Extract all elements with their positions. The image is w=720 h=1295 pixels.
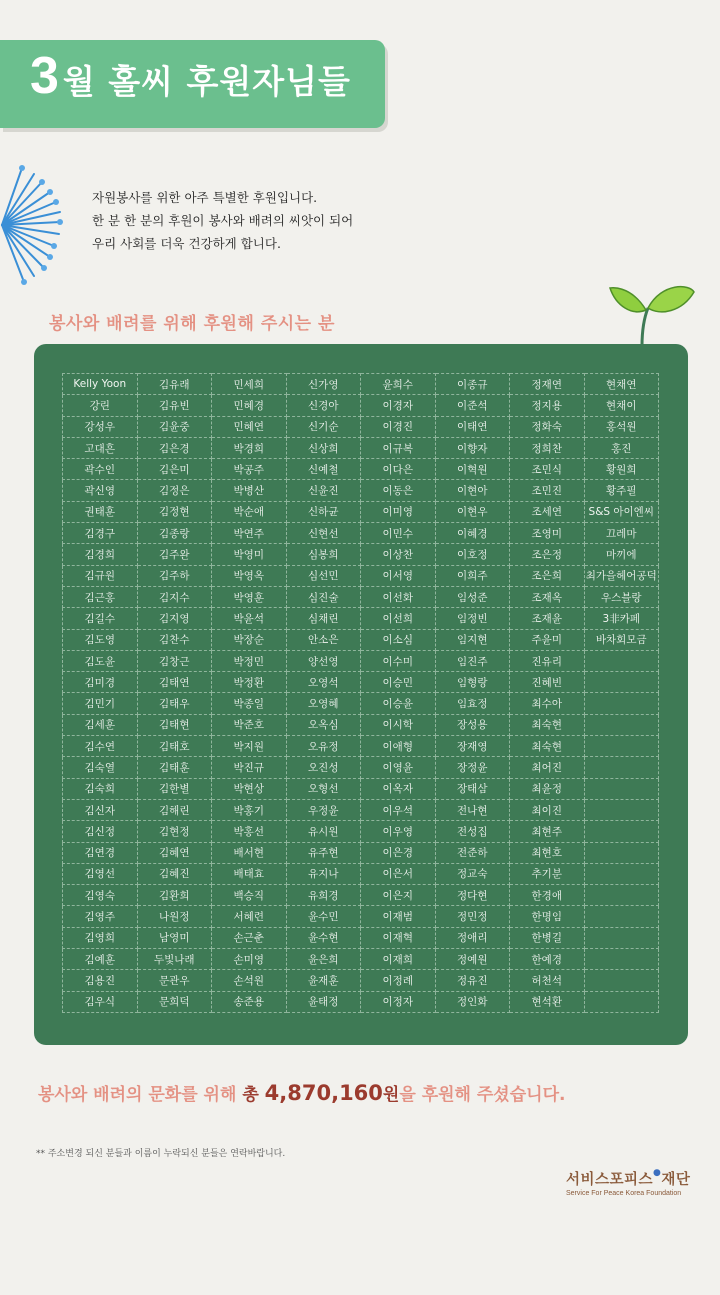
- donor-name-cell: 김혜연: [137, 842, 212, 863]
- donor-name-cell: 윤희수: [361, 374, 436, 395]
- donor-name-cell: [584, 906, 659, 927]
- donor-name-cell: 이은서: [361, 863, 436, 884]
- donor-name-cell: 조은정: [510, 544, 585, 565]
- donor-name-cell: 임진주: [435, 650, 510, 671]
- donor-name-cell: [584, 991, 659, 1012]
- donor-name-cell: 강성우: [63, 416, 138, 437]
- donor-name-cell: 남영미: [137, 927, 212, 948]
- donor-name-cell: 최어진: [510, 757, 585, 778]
- donor-name-cell: 김윤중: [137, 416, 212, 437]
- donor-name-cell: 이우영: [361, 821, 436, 842]
- donor-name-cell: 박연주: [212, 523, 287, 544]
- donor-name-cell: 최숙현: [510, 714, 585, 735]
- donor-name-cell: 김영숙: [63, 885, 138, 906]
- donor-name-cell: 박지원: [212, 736, 287, 757]
- donor-name-cell: 현채이: [584, 395, 659, 416]
- donor-name-cell: 이준석: [435, 395, 510, 416]
- table-row: [63, 672, 659, 693]
- donor-name-cell: 문관우: [137, 970, 212, 991]
- donor-name-cell: 이상찬: [361, 544, 436, 565]
- donor-name-cell: 이재혁: [361, 927, 436, 948]
- footnote: ** 주소변경 되신 분들과 이름이 누락되신 분들은 연락바랍니다.: [36, 1149, 286, 1159]
- donor-name-cell: 배서현: [212, 842, 287, 863]
- donor-name-cell: 김근홍: [63, 586, 138, 607]
- donor-name-cell: 조세연: [510, 501, 585, 522]
- table-row: [63, 799, 659, 820]
- donor-name-cell: 최현호: [510, 842, 585, 863]
- donor-name-cell: 김유빈: [137, 395, 212, 416]
- donor-name-cell: 장태삼: [435, 778, 510, 799]
- total-word: 총: [242, 1085, 265, 1105]
- donor-name-cell: 이정례: [361, 970, 436, 991]
- donor-name-cell: 김태연: [137, 672, 212, 693]
- section-title: 봉사와 배려를 위해 후원해 주시는 분: [49, 314, 335, 334]
- table-row: [63, 565, 659, 586]
- donor-name-cell: 정애리: [435, 927, 510, 948]
- logo-ko-tail: 재단: [661, 1172, 691, 1188]
- table-row: [63, 480, 659, 501]
- intro-text: [92, 186, 353, 255]
- donor-name-cell: 최현주: [510, 821, 585, 842]
- donor-name-cell: 허천석: [510, 970, 585, 991]
- donor-name-cell: 손미영: [212, 949, 287, 970]
- donor-name-cell: 김정은: [137, 480, 212, 501]
- donor-name-cell: 김영선: [63, 863, 138, 884]
- donor-name-cell: 신현선: [286, 523, 361, 544]
- sprout-icon: [608, 278, 698, 348]
- donor-name-cell: 박순애: [212, 501, 287, 522]
- donor-name-cell: 박홍선: [212, 821, 287, 842]
- donor-name-cell: 박장순: [212, 629, 287, 650]
- donor-name-cell: 심채린: [286, 608, 361, 629]
- donor-name-cell: [584, 885, 659, 906]
- donor-name-cell: 홍진: [584, 437, 659, 458]
- intro-line: 자원봉사를 위한 아주 특별한 후원입니다.: [92, 190, 318, 205]
- donor-name-cell: 이애형: [361, 736, 436, 757]
- donor-name-cell: 윤수현: [286, 927, 361, 948]
- donor-name-cell: 이호정: [435, 544, 510, 565]
- donor-name-cell: 한예경: [510, 949, 585, 970]
- donor-name-cell: 한경애: [510, 885, 585, 906]
- donor-name-cell: 백승직: [212, 885, 287, 906]
- table-row: [63, 778, 659, 799]
- donor-name-cell: [584, 949, 659, 970]
- donor-name-cell: 정예원: [435, 949, 510, 970]
- donor-name-cell: 이향자: [435, 437, 510, 458]
- donor-name-cell: 임성준: [435, 586, 510, 607]
- table-row: [63, 416, 659, 437]
- donor-name-cell: 오형선: [286, 778, 361, 799]
- donor-name-cell: 이희주: [435, 565, 510, 586]
- donor-name-cell: 배태효: [212, 863, 287, 884]
- donor-name-cell: 정지용: [510, 395, 585, 416]
- donor-name-cell: 이민수: [361, 523, 436, 544]
- logo-dot-icon: ●: [653, 1168, 662, 1178]
- donor-name-cell: 이동은: [361, 480, 436, 501]
- donor-name-cell: 김주하: [137, 565, 212, 586]
- intro-line: 한 분 한 분의 후원이 봉사와 배려의 씨앗이 되어: [92, 213, 354, 228]
- table-row: [63, 714, 659, 735]
- donor-name-cell: 심진술: [286, 586, 361, 607]
- donor-name-cell: 우정윤: [286, 799, 361, 820]
- table-row: [63, 437, 659, 458]
- donor-name-cell: [584, 757, 659, 778]
- donor-name-cell: 김해린: [137, 799, 212, 820]
- donor-name-cell: [584, 736, 659, 757]
- total-unit: 원: [382, 1085, 400, 1105]
- donor-name-cell: 이혁원: [435, 459, 510, 480]
- donor-name-cell: 이선화: [361, 586, 436, 607]
- donor-name-cell: 조민진: [510, 480, 585, 501]
- donor-name-cell: 오유정: [286, 736, 361, 757]
- table-row: [63, 821, 659, 842]
- table-row: [63, 970, 659, 991]
- total-prefix: 봉사와 배려의 문화를 위해: [38, 1085, 243, 1105]
- donor-name-cell: 신상희: [286, 437, 361, 458]
- donor-name-cell: 김용진: [63, 970, 138, 991]
- donor-name-cell: 김신자: [63, 799, 138, 820]
- donor-name-cell: 민혜경: [212, 395, 287, 416]
- table-row: [63, 608, 659, 629]
- donor-name-cell: 김연경: [63, 842, 138, 863]
- donor-name-cell: 박홍기: [212, 799, 287, 820]
- donor-name-cell: 이승윤: [361, 693, 436, 714]
- total-amount: 4,870,160: [264, 1081, 383, 1105]
- logo-en: Service For Peace Korea Foundation: [566, 1190, 682, 1197]
- donor-name-cell: 김태우: [137, 693, 212, 714]
- donor-name-cell: 신하균: [286, 501, 361, 522]
- dandelion-icon: [0, 160, 64, 290]
- donor-name-cell: 유시원: [286, 821, 361, 842]
- donor-name-cell: 진혜빈: [510, 672, 585, 693]
- donor-name-cell: 정유진: [435, 970, 510, 991]
- donor-name-cell: 박경희: [212, 437, 287, 458]
- donor-name-cell: 김환희: [137, 885, 212, 906]
- donor-name-cell: 윤은희: [286, 949, 361, 970]
- table-row: [63, 927, 659, 948]
- donor-name-cell: 김지수: [137, 586, 212, 607]
- donor-name-cell: 황원희: [584, 459, 659, 480]
- donor-name-cell: 김지영: [137, 608, 212, 629]
- donor-name-cell: 이혜경: [435, 523, 510, 544]
- table-row: [63, 842, 659, 863]
- donor-name-cell: 이다은: [361, 459, 436, 480]
- donor-name-cell: 김경희: [63, 544, 138, 565]
- donor-name-cell: 3非카페: [584, 608, 659, 629]
- donor-name-cell: 김미경: [63, 672, 138, 693]
- donor-name-cell: 김민기: [63, 693, 138, 714]
- logo-ko-main: 서비스포피스: [566, 1172, 654, 1188]
- donor-name-cell: 강린: [63, 395, 138, 416]
- donor-name-cell: [584, 693, 659, 714]
- table-row: [63, 736, 659, 757]
- table-row: [63, 693, 659, 714]
- donor-name-cell: 문희덕: [137, 991, 212, 1012]
- donor-name-cell: 최숙현: [510, 736, 585, 757]
- table-row: [63, 885, 659, 906]
- donor-name-cell: 유희경: [286, 885, 361, 906]
- donor-name-cell: 정교숙: [435, 863, 510, 884]
- donor-name-cell: 정인화: [435, 991, 510, 1012]
- donor-name-cell: 이시학: [361, 714, 436, 735]
- donor-name-cell: 김숙열: [63, 757, 138, 778]
- donor-name-cell: [584, 821, 659, 842]
- donor-name-cell: 이정자: [361, 991, 436, 1012]
- donor-name-cell: 김은경: [137, 437, 212, 458]
- donor-name-cell: [584, 842, 659, 863]
- donor-name-cell: 홍석원: [584, 416, 659, 437]
- donor-name-cell: 신경아: [286, 395, 361, 416]
- table-row: [63, 863, 659, 884]
- donor-name-cell: 김예훈: [63, 949, 138, 970]
- donor-name-cell: 전준하: [435, 842, 510, 863]
- donor-name-cell: 최이진: [510, 799, 585, 820]
- donor-name-cell: 신가영: [286, 374, 361, 395]
- donor-name-cell: 손근춘: [212, 927, 287, 948]
- donor-name-cell: 이은지: [361, 885, 436, 906]
- donor-name-cell: 이선희: [361, 608, 436, 629]
- donor-name-cell: S&S 아이엔씨: [584, 501, 659, 522]
- table-row: [63, 544, 659, 565]
- donor-name-cell: 바차회모금: [584, 629, 659, 650]
- donor-name-cell: 박영옥: [212, 565, 287, 586]
- table-row: [63, 501, 659, 522]
- page-title: 월 홀씨 후원자님들: [62, 62, 351, 101]
- donor-name-cell: 김영주: [63, 906, 138, 927]
- donor-name-cell: 진유리: [510, 650, 585, 671]
- donor-name-cell: 곽수인: [63, 459, 138, 480]
- donor-name-cell: 손석원: [212, 970, 287, 991]
- table-row: [63, 650, 659, 671]
- donor-name-cell: 한명임: [510, 906, 585, 927]
- donor-name-cell: [584, 799, 659, 820]
- donor-name-cell: 유주현: [286, 842, 361, 863]
- table-row: [63, 586, 659, 607]
- donor-name-cell: 조민식: [510, 459, 585, 480]
- donor-name-cell: 전성집: [435, 821, 510, 842]
- donor-name-cell: 박종일: [212, 693, 287, 714]
- donor-name-cell: 김태현: [137, 714, 212, 735]
- donor-name-cell: 두빛나래: [137, 949, 212, 970]
- donor-name-cell: 임지현: [435, 629, 510, 650]
- donor-name-cell: [584, 927, 659, 948]
- donor-name-cell: 조재옥: [510, 586, 585, 607]
- donor-name-cell: 김신정: [63, 821, 138, 842]
- donor-name-cell: 장정윤: [435, 757, 510, 778]
- donor-name-cell: 최가을헤어공덕: [584, 565, 659, 586]
- donor-name-cell: 이태연: [435, 416, 510, 437]
- donor-name-cell: 김현정: [137, 821, 212, 842]
- donor-name-cell: 정민정: [435, 906, 510, 927]
- donor-name-cell: 임효정: [435, 693, 510, 714]
- donor-name-cell: 김주완: [137, 544, 212, 565]
- donor-name-cell: 이경자: [361, 395, 436, 416]
- donor-name-cell: 장재영: [435, 736, 510, 757]
- table-row: [63, 523, 659, 544]
- donor-name-cell: 박공주: [212, 459, 287, 480]
- donor-name-cell: 민세희: [212, 374, 287, 395]
- donor-name-cell: 신윤진: [286, 480, 361, 501]
- donor-name-cell: 전나현: [435, 799, 510, 820]
- donor-name-cell: 김종랑: [137, 523, 212, 544]
- table-row: [63, 991, 659, 1012]
- table-row: [63, 629, 659, 650]
- donor-name-cell: 박현상: [212, 778, 287, 799]
- donor-name-cell: 권태훈: [63, 501, 138, 522]
- donor-name-cell: 이종규: [435, 374, 510, 395]
- donor-name-cell: 이승민: [361, 672, 436, 693]
- donor-name-cell: 민혜연: [212, 416, 287, 437]
- donor-name-cell: 이소심: [361, 629, 436, 650]
- donor-name-cell: [584, 672, 659, 693]
- donor-name-cell: 양선영: [286, 650, 361, 671]
- donor-name-cell: 정다현: [435, 885, 510, 906]
- donor-name-cell: 조은희: [510, 565, 585, 586]
- donor-name-cell: 정재연: [510, 374, 585, 395]
- donor-name-cell: 박영미: [212, 544, 287, 565]
- donor-name-cell: [584, 650, 659, 671]
- donor-name-cell: [584, 970, 659, 991]
- donor-name-cell: 김한별: [137, 778, 212, 799]
- donor-name-cell: 오영혜: [286, 693, 361, 714]
- donor-name-cell: 이수미: [361, 650, 436, 671]
- table-row: [63, 395, 659, 416]
- donor-name-cell: 김경구: [63, 523, 138, 544]
- donor-name-cell: 김창근: [137, 650, 212, 671]
- donor-name-cell: [584, 778, 659, 799]
- total-suffix: 을 후원해 주셨습니다.: [399, 1085, 566, 1105]
- donor-name-cell: 김태훈: [137, 757, 212, 778]
- table-row: [63, 459, 659, 480]
- donor-name-cell: 조영미: [510, 523, 585, 544]
- donor-name-cell: 이우석: [361, 799, 436, 820]
- donor-name-cell: 곽신영: [63, 480, 138, 501]
- donor-name-cell: 박정민: [212, 650, 287, 671]
- donor-name-cell: 박병산: [212, 480, 287, 501]
- donor-name-cell: 신예철: [286, 459, 361, 480]
- donor-name-cell: 장성용: [435, 714, 510, 735]
- donor-name-cell: 김정현: [137, 501, 212, 522]
- donor-name-cell: 끄레마: [584, 523, 659, 544]
- donor-name-cell: Kelly Yoon: [63, 374, 138, 395]
- table-row: [63, 906, 659, 927]
- donor-name-cell: 김수연: [63, 736, 138, 757]
- table-row: [63, 949, 659, 970]
- donor-name-cell: 윤재훈: [286, 970, 361, 991]
- donor-name-cell: 김영희: [63, 927, 138, 948]
- donor-name-cell: 박정환: [212, 672, 287, 693]
- donor-name-cell: 추기분: [510, 863, 585, 884]
- table-row: [63, 374, 659, 395]
- donor-name-cell: 김우식: [63, 991, 138, 1012]
- donor-name-cell: 현채연: [584, 374, 659, 395]
- donor-name-cell: 안소은: [286, 629, 361, 650]
- donor-name-cell: 이현우: [435, 501, 510, 522]
- donor-name-cell: 마끼에: [584, 544, 659, 565]
- donor-name-cell: 박준호: [212, 714, 287, 735]
- donor-name-cell: 이미영: [361, 501, 436, 522]
- donor-name-cell: 이은경: [361, 842, 436, 863]
- donor-name-cell: 이규복: [361, 437, 436, 458]
- donor-name-cell: 이옥자: [361, 778, 436, 799]
- donor-name-cell: 김숙희: [63, 778, 138, 799]
- donor-name-cell: 이재범: [361, 906, 436, 927]
- donor-name-cell: 임형랑: [435, 672, 510, 693]
- donor-name-cell: 조재윤: [510, 608, 585, 629]
- donor-name-cell: 박영훈: [212, 586, 287, 607]
- donor-name-cell: 김유래: [137, 374, 212, 395]
- donor-name-cell: 김도윤: [63, 650, 138, 671]
- donor-name-cell: 신기순: [286, 416, 361, 437]
- donor-name-cell: 현석환: [510, 991, 585, 1012]
- donor-name-cell: 박진규: [212, 757, 287, 778]
- donor-name-cell: 이경진: [361, 416, 436, 437]
- donor-name-cell: 김은미: [137, 459, 212, 480]
- donor-name-cell: [584, 714, 659, 735]
- donor-name-cell: 김태호: [137, 736, 212, 757]
- donor-name-cell: 고대흔: [63, 437, 138, 458]
- foundation-logo: [566, 1168, 690, 1197]
- donor-name-cell: 오옥심: [286, 714, 361, 735]
- donor-name-cell: 김규원: [63, 565, 138, 586]
- donor-name-cell: 김찬수: [137, 629, 212, 650]
- donor-name-cell: 김혜진: [137, 863, 212, 884]
- donor-name-cell: 송준용: [212, 991, 287, 1012]
- donor-name-cell: 심봉희: [286, 544, 361, 565]
- donor-name-cell: 오영석: [286, 672, 361, 693]
- donor-name-cell: 정화숙: [510, 416, 585, 437]
- table-row: [63, 757, 659, 778]
- donor-name-cell: 심선민: [286, 565, 361, 586]
- donor-name-cell: [584, 863, 659, 884]
- donor-name-cell: 오진성: [286, 757, 361, 778]
- donor-name-cell: 윤태정: [286, 991, 361, 1012]
- total-statement: [38, 1080, 565, 1105]
- donor-table: [62, 373, 659, 1013]
- donor-name-cell: 황주필: [584, 480, 659, 501]
- donor-name-cell: 한병길: [510, 927, 585, 948]
- donor-name-cell: 유지나: [286, 863, 361, 884]
- title-month-number: 3: [30, 47, 59, 105]
- donor-name-cell: 서혜련: [212, 906, 287, 927]
- donor-name-cell: 정희찬: [510, 437, 585, 458]
- donor-name-cell: 최수아: [510, 693, 585, 714]
- donor-name-cell: 이영윤: [361, 757, 436, 778]
- donor-name-cell: 이서영: [361, 565, 436, 586]
- donor-name-cell: 김길수: [63, 608, 138, 629]
- donor-name-cell: 윤수민: [286, 906, 361, 927]
- donor-name-cell: 김세훈: [63, 714, 138, 735]
- donor-name-cell: 이현아: [435, 480, 510, 501]
- donor-name-cell: 주윤미: [510, 629, 585, 650]
- donor-name-cell: 나원정: [137, 906, 212, 927]
- donor-name-cell: 임정빈: [435, 608, 510, 629]
- donor-name-cell: 이재희: [361, 949, 436, 970]
- donor-name-cell: 우스블랑: [584, 586, 659, 607]
- donor-name-cell: 박윤석: [212, 608, 287, 629]
- intro-line: 우리 사회를 더욱 건강하게 합니다.: [92, 236, 281, 251]
- donor-name-cell: 최윤정: [510, 778, 585, 799]
- donor-name-cell: 김도영: [63, 629, 138, 650]
- title-banner: [0, 40, 385, 128]
